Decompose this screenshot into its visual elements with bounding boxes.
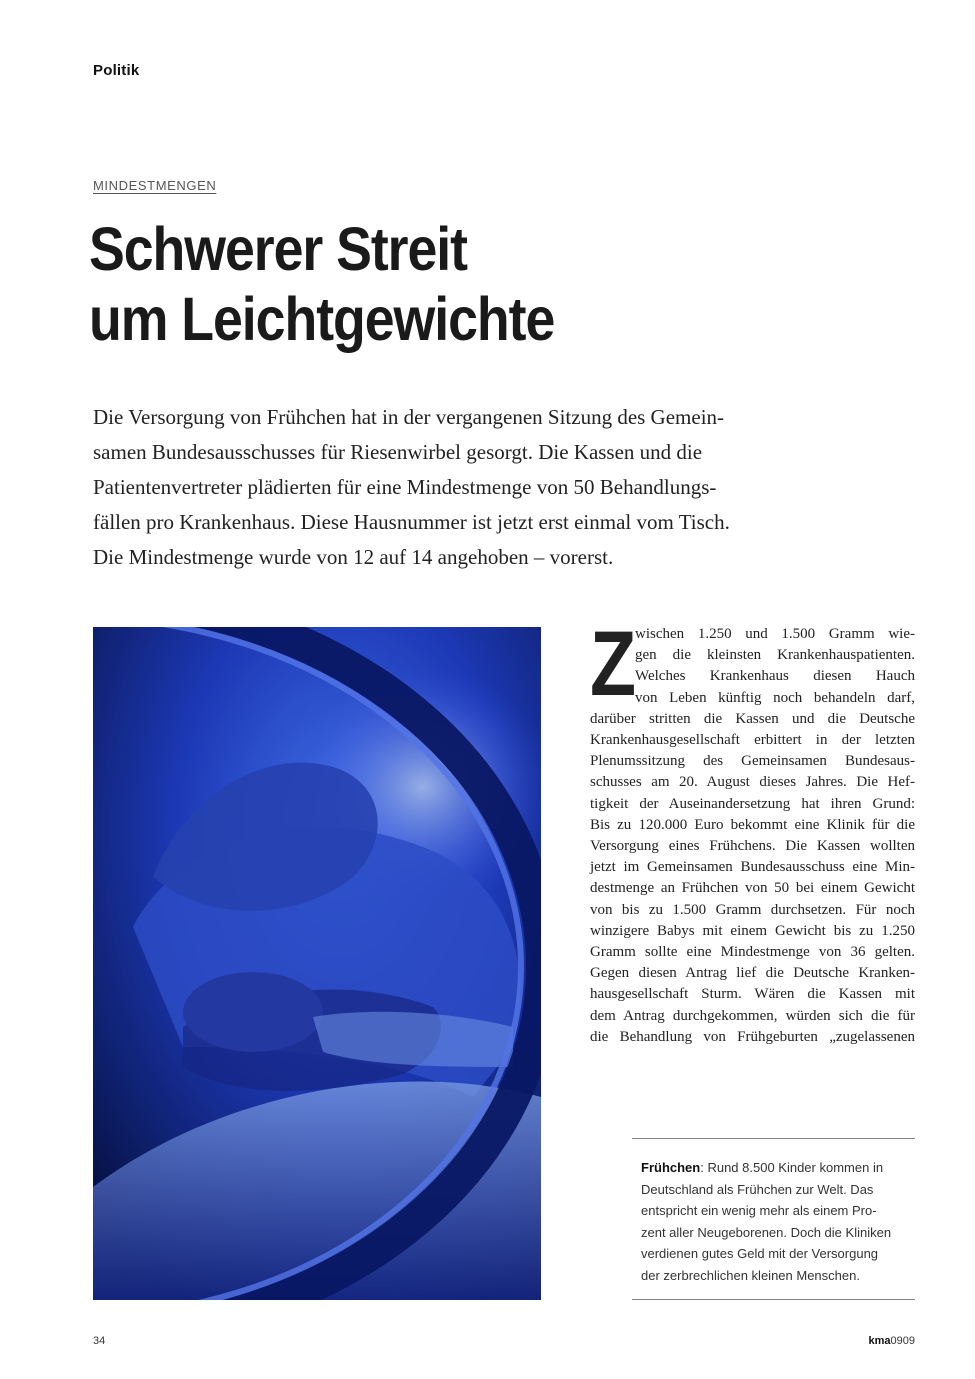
article-body — [590, 613, 915, 1048]
sidebox-first-text: : Rund 8.500 Kinder kommen in — [700, 1160, 884, 1175]
body-line: Plenumssitzung des Gemeinsamen Bundesaus- — [590, 753, 915, 770]
sidebox-line: Deutschland als Frühchen zur Welt. Das — [641, 1181, 874, 1197]
body-line: darüber stritten die Kassen und die Deutsche — [590, 710, 915, 727]
page-number: 34 — [93, 1335, 106, 1347]
lead-line: Die Versorgung von Frühchen hat in der vergangenen Sitzung des Gemein- — [93, 405, 725, 429]
body-line: hausgesellschaft Sturm. Wären die Kassen mit — [590, 986, 915, 1003]
body-line: tigkeit der Auseinandersetzung hat ihren Grund: — [590, 795, 915, 812]
title-line: Schwerer Streit — [89, 215, 467, 283]
sidebox-bottom-rule — [632, 1299, 915, 1300]
incubator-photo — [93, 627, 541, 1300]
body-line: Krankenhausgesellschaft erbittert in der letzten — [590, 732, 915, 749]
drop-cap: Z — [590, 613, 637, 715]
article-kicker: MINDESTMENGEN — [93, 178, 217, 193]
article-lead — [93, 400, 793, 575]
magazine-logo: kma — [868, 1335, 891, 1347]
sidebox-top-rule — [632, 1138, 915, 1139]
issue-number: 0909 — [890, 1335, 915, 1347]
body-line: Bis zu 120.000 Euro bekommt eine Klinik für die — [590, 816, 915, 833]
magazine-footer — [868, 1335, 915, 1347]
sidebox-first-line — [641, 1157, 911, 1179]
article-title — [89, 214, 554, 354]
section-label: Politik — [93, 62, 140, 79]
lead-line: samen Bundesausschusses für Riesenwirbel gesorgt. Die Kassen und die — [93, 440, 703, 464]
body-line: dem Antrag durchgekommen, würden sich die für — [590, 1007, 915, 1024]
body-line: Versorgung eines Frühchens. Die Kassen wollten — [590, 838, 915, 855]
body-line: destmenge an Frühchen von 50 bei einem Gewicht — [590, 880, 915, 897]
title-line: um Leichtgewichte — [89, 285, 555, 353]
lead-line: Patientenvertreter plädierten für eine Mindestmenge von 50 Behandlungs- — [93, 475, 717, 499]
sidebox-line: der zerbrechlichen kleinen Menschen. — [641, 1267, 860, 1283]
body-line: wischen 1.250 und 1.500 Gramm wie- — [635, 626, 915, 642]
sidebox-line: verdienen gutes Geld mit der Versorgung — [641, 1246, 879, 1261]
lead-line: fällen pro Krankenhaus. Diese Hausnummer ist jetzt erst einmal vom Tisch. — [93, 510, 730, 534]
sidebox-line: entspricht ein wenig mehr als einem Pro- — [641, 1203, 877, 1218]
info-box — [641, 1157, 911, 1286]
body-line: winzigere Babys mit einem Gewicht bis zu 1.250 — [590, 922, 915, 939]
body-line: von Leben künftig noch behandeln darf, — [635, 689, 915, 706]
body-line: von bis zu 1.500 Gramm durchsetzen. Für noch — [590, 901, 915, 918]
sidebox-label: Frühchen — [641, 1160, 701, 1175]
body-line: Gegen diesen Antrag lief die Deutsche Kranken- — [590, 965, 915, 982]
body-line: Gramm sollte eine Mindestmenge von 36 gelten. — [590, 944, 915, 961]
body-line: schusses am 20. August dieses Jahres. Die Hef- — [590, 774, 915, 791]
body-line: Welches Krankenhaus diesen Hauch — [635, 668, 915, 685]
lead-line: Die Mindestmenge wurde von 12 auf 14 angehoben – vorerst. — [93, 545, 614, 569]
sidebox-line: zent aller Neugeborenen. Doch die Kliniken — [641, 1224, 892, 1240]
body-line: jetzt im Gemeinsamen Bundesausschuss eine Min- — [590, 859, 915, 876]
body-line: gen die kleinsten Krankenhauspatienten. — [635, 647, 915, 664]
body-line: die Behandlung von Frühgeburten „zugelassenen — [590, 1028, 915, 1045]
